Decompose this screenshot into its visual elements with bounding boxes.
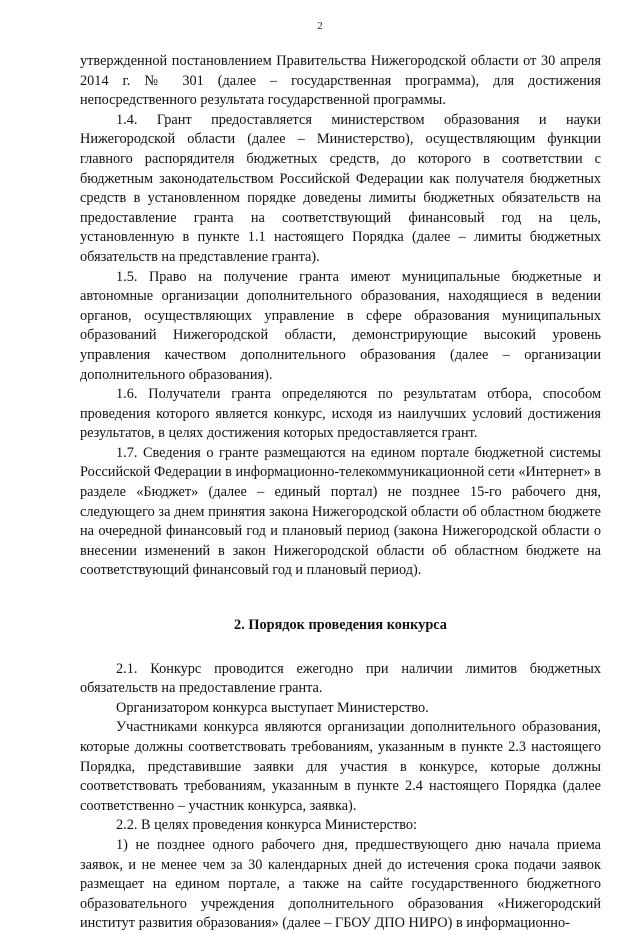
paragraph: Организатором конкурса выступает Министерство.	[116, 699, 429, 716]
section-heading: 2. Порядок проведения конкурса	[234, 617, 447, 634]
document-body	[80, 52, 601, 934]
paragraph: 2.1. Конкурс проводится ежегодно при наличии лимитов бюджетных обязательств на предоставление гранта.	[80, 660, 601, 697]
page-number: 2	[317, 20, 323, 32]
paragraph: 1.6. Получатели гранта определяются по результатам отбора, способом проведения которого является конкурс, исходя из наилучших условий достижения результатов, в целях достижения которых предоставляется грант.	[80, 386, 601, 442]
paragraph: 1.4. Грант предоставляется министерством образования и науки Нижегородской области (далее – Министерство), осуществляющим функции главного распорядителя бюджетных средств, до которого в соответствии с бюджетным законодательством Российской Федерации как получателя бюджетных средств в установленном порядке доведены лимиты бюджетных обязательств на предоставление гранта на соответствующий финансовый год на цель, установленную в пункте 1.1 настоящего Порядка (далее – лимиты бюджетных обязательств на представление гранта).	[80, 111, 601, 265]
paragraph: 1) не позднее одного рабочего дня, предшествующего дню начала приема заявок, и не менее чем за 30 календарных дней до истечения срока подачи заявок размещает на едином портале, а также на сайте государственного бюджетного образовательного учреждения дополнительного образования «Нижегородский институт развития образования» (далее – ГБОУ ДПО НИРО) в информационно-	[80, 836, 601, 932]
paragraph: 1.5. Право на получение гранта имеют муниципальные бюджетные и автономные организации дополнительного образования, находящиеся в ведении органов, осуществляющих управление в сфере образования муниципальных образований Нижегородской области, демонстрирующие высокий уровень управления качеством дополнительного образования (далее – организации дополнительного образования).	[80, 268, 601, 383]
paragraph: Участниками конкурса являются организации дополнительного образования, которые должны соответствовать требованиям, указанным в пункте 2.3 настоящего Порядка, представившие заявки для участия в конкурсе, которые должны соответствовать требованиям, указанным в пункте 2.4 настоящего Порядка (далее соответственно – участник конкурса, заявка).	[80, 719, 601, 814]
paragraph: утвержденной постановлением Правительства Нижегородской области от 30 апреля 2014 г. № 301 (далее – государственная программа), для достижения непосредственного результата государственной программы.	[80, 53, 601, 109]
paragraph: 1.7. Сведения о гранте размещаются на едином портале бюджетной системы Российской Федерации в информационно-телекоммуникационной сети «Интернет» в разделе «Бюджет» (далее – единый портал) не позднее 15-го рабочего дня, следующего за днем принятия закона Нижегородской области об областном бюджете на очередной финансовый год и плановый период (закона Нижегородской области о внесении изменений в закон Нижегородской области об областном бюджете на соответствующий финансовый год и плановый период).	[80, 444, 601, 579]
paragraph: 2.2. В целях проведения конкурса Министерство:	[116, 817, 418, 834]
